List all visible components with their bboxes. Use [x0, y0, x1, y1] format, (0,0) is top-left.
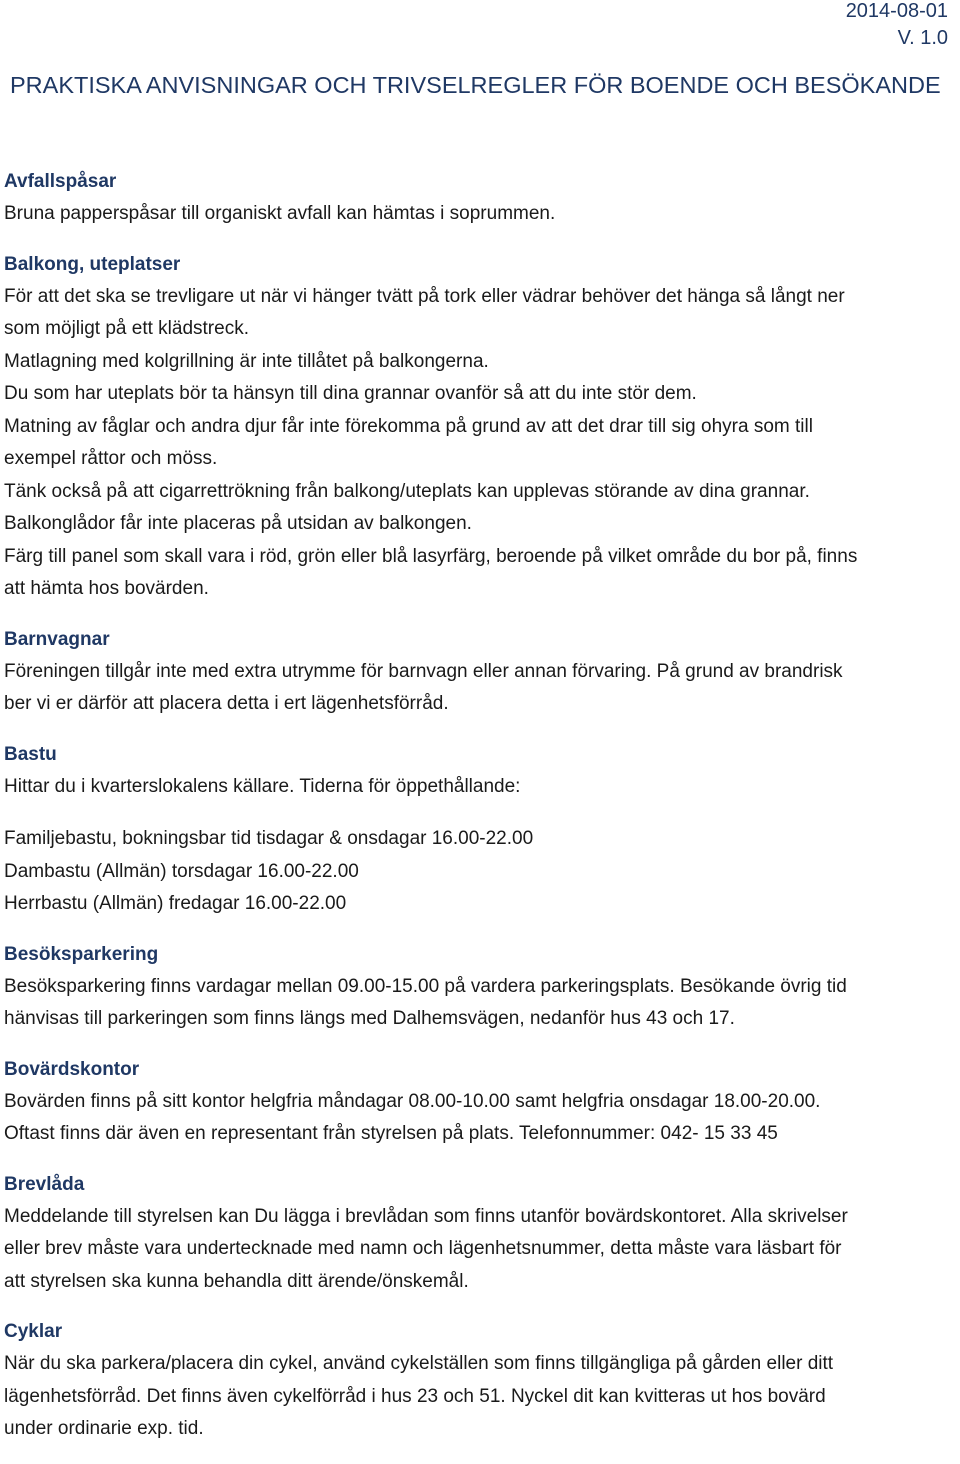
paragraph-line: hänvisas till parkeringen som finns längs med Dalhemsvägen, nedanför hus 43 och 17.	[4, 1008, 735, 1029]
paragraph-line: Familjebastu, bokningsbar tid tisdagar & onsdagar 16.00-22.00	[4, 828, 534, 849]
paragraph-line: Meddelande till styrelsen kan Du lägga i brevlådan som finns utanför bovärdskontoret. Alla skrivelser	[4, 1205, 848, 1227]
paragraph-line: att styrelsen ska kunna behandla ditt ärende/önskemål.	[4, 1270, 469, 1292]
document-version: V. 1.0	[897, 27, 948, 49]
paragraph-line: Tänk också på att cigarrettrökning från balkong/uteplats kan upplevas störande av dina grannar.	[4, 480, 810, 502]
section-heading: Barnvagnar	[4, 628, 110, 650]
paragraph-line: Bovärden finns på sitt kontor helgfria måndagar 08.00-10.00 samt helgfria onsdagar 18.00-20.00.	[4, 1090, 821, 1112]
paragraph-line: Balkonglådor får inte placeras på utsidan av balkongen.	[4, 513, 472, 534]
section-bastu	[4, 739, 954, 921]
paragraph-line: eller brev måste vara undertecknade med namn och lägenhetsnummer, detta måste vara läsbart för	[4, 1238, 842, 1259]
section-bovardskontor	[4, 1054, 954, 1151]
section-avfallspasar	[4, 166, 954, 231]
section-heading: Besöksparkering	[4, 943, 159, 965]
section-barnvagnar	[4, 624, 954, 721]
paragraph-line: När du ska parkera/placera din cykel, använd cykelställen som finns tillgängliga på gården eller ditt	[4, 1353, 834, 1374]
paragraph-line: Oftast finns där även en representant från styrelsen på plats. Telefonnummer: 042- 15 33 45	[4, 1123, 778, 1144]
paragraph-line: Dambastu (Allmän) torsdagar 16.00-22.00	[4, 860, 359, 882]
paragraph-line: Bruna papperspåsar till organiskt avfall kan hämtas i soprummen.	[4, 203, 556, 224]
paragraph-line: ber vi er därför att placera detta i ert lägenhetsförråd.	[4, 693, 449, 714]
paragraph-line: exempel råttor och möss.	[4, 448, 218, 469]
section-heading: Bastu	[4, 743, 57, 765]
section-brevlada	[4, 1169, 954, 1299]
section-balkong	[4, 249, 954, 606]
paragraph-line: Föreningen tillgår inte med extra utrymme för barnvagn eller annan förvaring. På grund av brandrisk	[4, 660, 843, 682]
document-date: 2014-08-01	[845, 0, 948, 22]
section-heading: Bovärdskontor	[4, 1058, 140, 1080]
paragraph-line: Hittar du i kvarterslokalens källare. Tiderna för öppethållande:	[4, 775, 521, 797]
paragraph-line: Besöksparkering finns vardagar mellan 09.00-15.00 på vardera parkeringsplats. Besökande övrig tid	[4, 975, 847, 997]
section-heading: Balkong, uteplatser	[4, 253, 181, 275]
paragraph-line: Du som har uteplats bör ta hänsyn till dina grannar ovanför så att du inte stör dem.	[4, 383, 697, 404]
section-heading: Brevlåda	[4, 1173, 85, 1195]
document-title: PRAKTISKA ANVISNINGAR OCH TRIVSELREGLER FÖR BOENDE OCH BESÖKANDE	[10, 72, 941, 98]
paragraph-line: som möjligt på ett klädstreck.	[4, 318, 249, 339]
section-cyklar	[4, 1316, 954, 1446]
paragraph-line: lägenhetsförråd. Det finns även cykelförråd i hus 23 och 51. Nyckel dit kan kvitteras ut hos bovärd	[4, 1385, 826, 1407]
section-heading: Cyklar	[4, 1321, 63, 1342]
paragraph-line: Färg till panel som skall vara i röd, grön eller blå lasyrfärg, beroende på vilket område du bor på, finns	[4, 545, 858, 567]
paragraph-line: För att det ska se trevligare ut när vi hänger tvätt på tork eller vädrar behöver det hänga så långt ner	[4, 285, 845, 307]
section-heading: Avfallspåsar	[4, 171, 117, 192]
paragraph-line: Herrbastu (Allmän) fredagar 16.00-22.00	[4, 893, 347, 914]
section-besoksparkering	[4, 939, 954, 1036]
paragraph-line: Matning av fåglar och andra djur får inte förekomma på grund av att det drar till sig ohyra som till	[4, 415, 813, 437]
paragraph-line: att hämta hos bovärden.	[4, 578, 209, 599]
paragraph-line: Matlagning med kolgrillning är inte tillåtet på balkongerna.	[4, 350, 489, 372]
document-body	[4, 166, 954, 1464]
paragraph-line: under ordinarie exp. tid.	[4, 1418, 204, 1439]
